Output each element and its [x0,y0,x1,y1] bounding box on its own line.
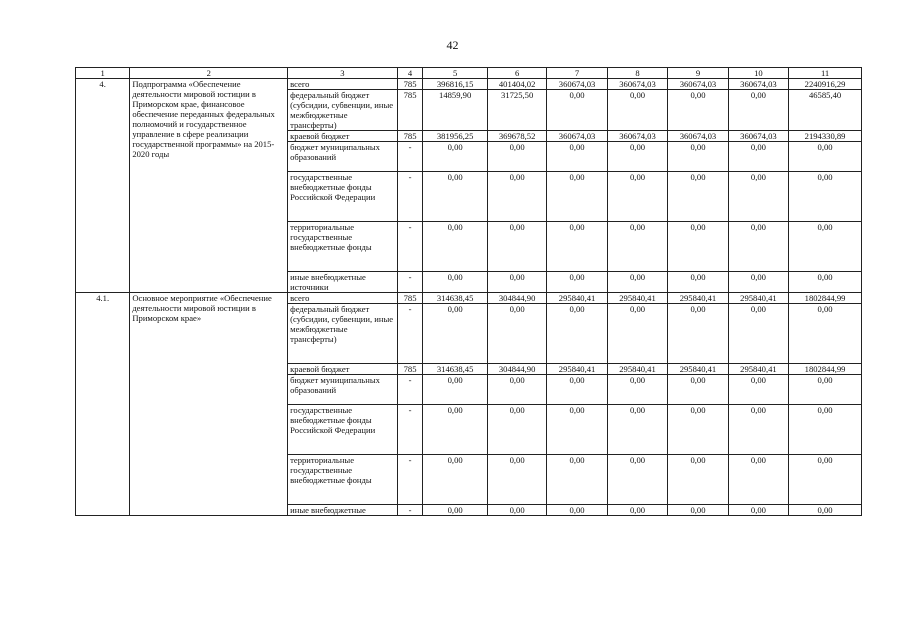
header-cell: 2 [130,68,288,79]
value-cell: - [397,142,423,172]
value-cell: 314638,45 [423,293,488,304]
value-cell: 785 [397,90,423,131]
value-cell: 0,00 [487,304,546,364]
value-cell: 295840,41 [728,293,788,304]
value-cell: - [397,405,423,455]
funding-source: краевой бюджет [288,131,398,142]
value-cell: - [397,505,423,516]
value-cell: - [397,172,423,222]
value-cell: 2240916,29 [789,79,862,90]
value-cell: 0,00 [789,172,862,222]
value-cell: 401404,02 [487,79,546,90]
value-cell: 0,00 [728,222,788,272]
header-cell: 6 [487,68,546,79]
value-cell: 0,00 [607,405,667,455]
value-cell: 0,00 [607,505,667,516]
value-cell: 0,00 [423,272,488,293]
funding-source: бюджет муниципальных образований [288,375,398,405]
header-cell: 9 [668,68,728,79]
value-cell: 0,00 [668,172,728,222]
value-cell: 0,00 [668,455,728,505]
value-cell: 360674,03 [728,79,788,90]
funding-source: бюджет муниципальных образований [288,142,398,172]
value-cell: 0,00 [423,405,488,455]
value-cell: 46585,40 [789,90,862,131]
budget-table [75,67,862,516]
value-cell: 0,00 [668,405,728,455]
funding-source: территориальные государственные внебюджетные фонды [288,455,398,505]
value-cell: 0,00 [607,90,667,131]
funding-source: иные внебюджетные источники [288,272,398,293]
value-cell: 785 [397,131,423,142]
value-cell: 0,00 [547,142,607,172]
funding-source: федеральный бюджет (субсидии, субвенции, иные межбюджетные трансферты) [288,90,398,131]
value-cell: 31725,50 [487,90,546,131]
funding-source: всего [288,79,398,90]
item-name: Подпрограмма «Обеспечение деятельности мировой юстиции в Приморском крае, финансовое обеспечение переданных федеральных полномочий и государственное управление в сфере реализации государственной программы» на 2015-2020 годы [130,79,288,293]
item-number: 4. [76,79,130,293]
value-cell: 0,00 [607,172,667,222]
header-cell: 4 [397,68,423,79]
value-cell: 0,00 [487,455,546,505]
value-cell: 314638,45 [423,364,488,375]
header-cell: 3 [288,68,398,79]
value-cell: 0,00 [487,272,546,293]
value-cell: 0,00 [668,375,728,405]
header-cell: 11 [789,68,862,79]
value-cell: 0,00 [487,405,546,455]
value-cell: 360674,03 [728,131,788,142]
item-number: 4.1. [76,293,130,516]
value-cell: 0,00 [423,304,488,364]
value-cell: 785 [397,364,423,375]
value-cell: 0,00 [547,455,607,505]
value-cell: 0,00 [789,272,862,293]
value-cell: 0,00 [607,375,667,405]
value-cell: 0,00 [728,272,788,293]
table-row [76,79,862,90]
value-cell: 0,00 [547,405,607,455]
value-cell: 0,00 [668,142,728,172]
value-cell: 0,00 [728,172,788,222]
value-cell: 0,00 [487,222,546,272]
value-cell: 785 [397,293,423,304]
value-cell: - [397,304,423,364]
table-row [76,293,862,304]
value-cell: 14859,90 [423,90,488,131]
value-cell: 295840,41 [728,364,788,375]
value-cell: 0,00 [728,405,788,455]
header-cell: 7 [547,68,607,79]
value-cell: 0,00 [487,505,546,516]
value-cell: 0,00 [728,505,788,516]
value-cell: 0,00 [789,222,862,272]
value-cell: 0,00 [423,172,488,222]
value-cell: 0,00 [423,375,488,405]
value-cell: 1802844,99 [789,364,862,375]
value-cell: 0,00 [789,304,862,364]
value-cell: 0,00 [789,142,862,172]
value-cell: 360674,03 [668,79,728,90]
value-cell: 0,00 [728,90,788,131]
value-cell: - [397,455,423,505]
value-cell: 0,00 [728,304,788,364]
value-cell: 0,00 [487,375,546,405]
value-cell: 295840,41 [668,364,728,375]
value-cell: 0,00 [547,272,607,293]
value-cell: 0,00 [668,304,728,364]
funding-source: территориальные государственные внебюджетные фонды [288,222,398,272]
value-cell: 0,00 [668,272,728,293]
value-cell: 396816,15 [423,79,488,90]
value-cell: 785 [397,79,423,90]
header-row [76,68,862,79]
value-cell: 0,00 [423,142,488,172]
value-cell: 0,00 [789,505,862,516]
value-cell: 0,00 [547,90,607,131]
funding-source: краевой бюджет [288,364,398,375]
table-body [76,79,862,516]
value-cell: 295840,41 [607,293,667,304]
value-cell: 0,00 [487,142,546,172]
value-cell: 369678,52 [487,131,546,142]
value-cell: 360674,03 [607,131,667,142]
value-cell: 1802844,99 [789,293,862,304]
funding-source: государственные внебюджетные фонды Российской Федерации [288,405,398,455]
value-cell: 295840,41 [668,293,728,304]
value-cell: 0,00 [547,222,607,272]
value-cell: 0,00 [607,304,667,364]
value-cell: 360674,03 [547,79,607,90]
value-cell: 304844,90 [487,293,546,304]
value-cell: 295840,41 [607,364,667,375]
value-cell: 0,00 [547,304,607,364]
value-cell: 360674,03 [668,131,728,142]
value-cell: 0,00 [547,505,607,516]
value-cell: 381956,25 [423,131,488,142]
value-cell: - [397,375,423,405]
value-cell: 360674,03 [547,131,607,142]
funding-source: всего [288,293,398,304]
value-cell: 0,00 [789,455,862,505]
value-cell: 0,00 [547,375,607,405]
value-cell: 0,00 [789,375,862,405]
value-cell: 0,00 [668,90,728,131]
funding-source: иные внебюджетные [288,505,398,516]
value-cell: 304844,90 [487,364,546,375]
value-cell: 0,00 [728,375,788,405]
value-cell: 0,00 [607,455,667,505]
value-cell: 2194330,89 [789,131,862,142]
value-cell: 0,00 [423,222,488,272]
value-cell: 0,00 [668,222,728,272]
funding-source: федеральный бюджет (субсидии, субвенции, иные межбюджетные трансферты) [288,304,398,364]
value-cell: 0,00 [668,505,728,516]
value-cell: 295840,41 [547,364,607,375]
value-cell: 0,00 [789,405,862,455]
item-name: Основное мероприятие «Обеспечение деятельности мировой юстиции в Приморском крае» [130,293,288,516]
value-cell: - [397,222,423,272]
header-cell: 5 [423,68,488,79]
value-cell: 0,00 [607,142,667,172]
value-cell: 0,00 [487,172,546,222]
funding-source: государственные внебюджетные фонды Российской Федерации [288,172,398,222]
value-cell: 0,00 [607,272,667,293]
value-cell: 0,00 [547,172,607,222]
value-cell: 0,00 [423,455,488,505]
page-number: 42 [446,38,459,52]
value-cell: 0,00 [607,222,667,272]
value-cell: 0,00 [728,142,788,172]
value-cell: - [397,272,423,293]
header-cell: 1 [76,68,130,79]
value-cell: 0,00 [728,455,788,505]
value-cell: 360674,03 [607,79,667,90]
value-cell: 295840,41 [547,293,607,304]
header-cell: 10 [728,68,788,79]
header-cell: 8 [607,68,667,79]
value-cell: 0,00 [423,505,488,516]
